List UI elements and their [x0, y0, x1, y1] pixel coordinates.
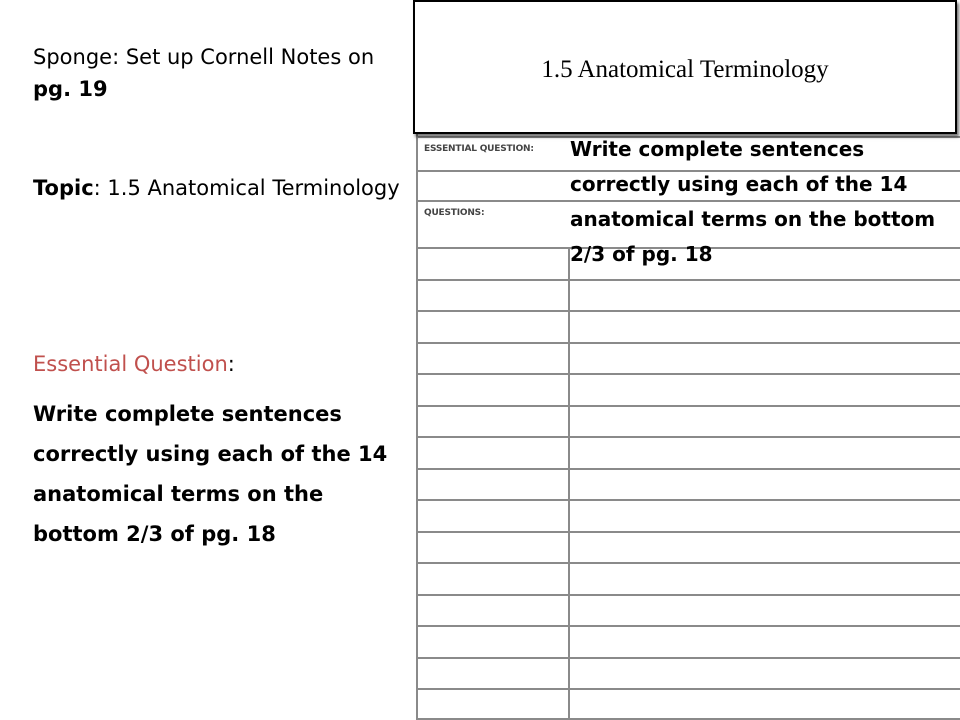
- form-line: [418, 436, 960, 438]
- form-line: [418, 279, 960, 281]
- slide-title: 1.5 Anatomical Terminology: [541, 56, 829, 83]
- form-line: [418, 499, 960, 501]
- essential-question-heading: [33, 348, 413, 380]
- topic-label: Topic: [33, 176, 94, 200]
- form-line: [418, 594, 960, 596]
- essential-question-body: Write complete sentences correctly using each of the 14 anatomical terms on the bottom 2/3 of pg. 18: [33, 402, 388, 546]
- form-line: [418, 562, 960, 564]
- topic-line: [33, 172, 413, 204]
- form-essential-question-text: Write complete sentences correctly using each of the 14 anatomical terms on the bottom 2/3 of pg. 18: [570, 137, 936, 266]
- form-line: [418, 405, 960, 407]
- form-essential-question-label: ESSENTIAL QUESTION:: [424, 144, 534, 154]
- sponge-instruction: [33, 41, 413, 105]
- title-box: [413, 0, 957, 134]
- form-line: [418, 342, 960, 344]
- form-line: [418, 531, 960, 533]
- topic-text: : 1.5 Anatomical Terminology: [93, 176, 400, 200]
- form-line: [418, 625, 960, 627]
- form-line: [418, 373, 960, 375]
- form-line: [418, 468, 960, 470]
- form-column-divider: [568, 247, 570, 720]
- essential-question-label: Essential Question: [33, 352, 228, 376]
- form-line: [418, 657, 960, 659]
- sponge-page-ref: pg. 19: [33, 77, 108, 101]
- form-line: [418, 310, 960, 312]
- sponge-prefix: Sponge: Set up Cornell Notes on: [33, 45, 375, 69]
- form-left-border: [416, 132, 418, 720]
- form-questions-label: QUESTIONS:: [424, 208, 485, 218]
- essential-question-colon: :: [227, 352, 235, 376]
- form-line: [418, 688, 960, 690]
